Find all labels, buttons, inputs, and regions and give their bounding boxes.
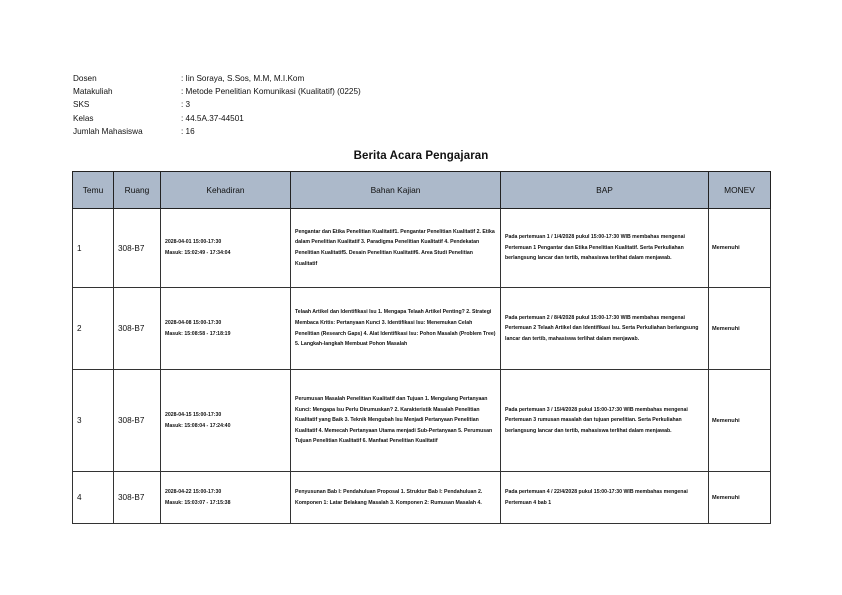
cell-ruang: 308-B7 [114,209,161,288]
col-header-bahan-kajian: Bahan Kajian [291,172,501,209]
kehadiran-schedule: 2028-04-15 15:00-17:30 [165,411,222,418]
col-header-kehadiran: Kehadiran [161,172,291,209]
cell-bap: Pada pertemuan 3 / 15/4/2028 pukul 15:00-17:30 WIB membahas mengenai Pertemuan 3 rumusan masalah dan tujuan penelitian. Serta Perkuliahan berlangsung lancar dan tertib, mahasiswa terlihat dalam menjawab. [501,370,709,472]
teaching-record-table [72,171,771,524]
table-row [73,288,771,370]
cell-kehadiran [161,370,291,472]
info-label: Matakuliah [73,87,113,97]
cell-temu: 2 [73,288,114,370]
cell-temu: 3 [73,370,114,472]
cell-bahan-kajian: Telaah Artikel dan Identifikasi Isu 1. Mengapa Telaah Artikel Penting? 2. Strategi Membaca Kritis: Pertanyaan Kunci 3. Identifikasi Isu: Menemukan Celah Penelitian (Research Gaps) 4. Alat Identifikasi Isu: Pohon Masalah (Problem Tree) 5. Langkah-langkah Membuat Pohon Masalah [291,288,501,370]
table-header-row [73,172,771,209]
table-row [73,472,771,524]
cell-bahan-kajian: Perumusan Masalah Penelitian Kualitatif dan Tujuan 1. Mengulang Pertanyaan Kunci: Mengapa Isu Perlu Dirumuskan? 2. Karakteristik Masalah Penelitian Kualitatif yang Baik 3. Teknik Mengubah Isu Menjadi Pertanyaan Penelitian Kualitatif 4. Memecah Pertanyaan Utama menjadi Sub-Pertanyaan 5. Perumusan Tujuan Penelitian Kualitatif 6. Manfaat Penelitian Kualitatif [291,370,501,472]
info-value: : Iin Soraya, S.Sos, M.M, M.I.Kom [181,74,305,83]
cell-temu: 4 [73,472,114,524]
table-row [73,209,771,288]
cell-bap: Pada pertemuan 1 / 1/4/2028 pukul 15:00-17:30 WIB membahas mengenai Pertemuan 1 Pengantar dan Etika Penelitian Kualitatif. Serta Perkuliahan berlangsung lancar dan tertib, mahasiswa terlihat dalam menjawab. [501,209,709,288]
cell-ruang: 308-B7 [114,472,161,524]
info-row [73,98,361,111]
col-header-temu: Temu [73,172,114,209]
cell-monev: Memenuhi [709,288,771,370]
info-value: : 44.5A.37-44501 [181,113,244,123]
cell-bahan-kajian: Pengantar dan Etika Penelitian Kualitatif1. Pengantar Penelitian Kualitatif 2. Etika dalam Penelitian Kualitatif 3. Paradigma Penelitian Kualitatif 4. Pendekatan Penelitian Kualitatif5. Desain Penelitian Kualitatif6. Area Studi Penelitian Kualitatif [291,209,501,288]
col-header-bap: BAP [501,172,709,209]
cell-ruang: 308-B7 [114,370,161,472]
info-value: : Metode Penelitian Komunikasi (Kualitatif) (0225) [181,87,361,97]
col-header-ruang: Ruang [114,172,161,209]
info-label: SKS [73,100,90,110]
kehadiran-checkin: Masuk: 15:02:49 - 17:34:04 [165,250,231,256]
cell-bap: Pada pertemuan 4 / 22/4/2028 pukul 15:00-17:30 WIB membahas mengenai Pertemuan 4 bab 1 [501,472,709,524]
info-label: Kelas [73,113,94,123]
info-value: : 3 [181,100,191,110]
kehadiran-checkin: Masuk: 15:08:04 - 17:24:40 [165,422,231,429]
kehadiran-schedule: 2028-04-01 15:00-17:30 [165,239,222,245]
kehadiran-schedule: 2028-04-22 15:00-17:30 [165,488,222,495]
info-value: : 16 [181,126,195,136]
info-label: Dosen [73,74,97,83]
cell-kehadiran [161,288,291,370]
cell-ruang: 308-B7 [114,288,161,370]
cell-bahan-kajian: Penyusunan Bab I: Pendahuluan Proposal 1. Struktur Bab I: Pendahuluan 2. Komponen 1: Latar Belakang Masalah 3. Komponen 2: Rumusan Masalah 4. [291,472,501,524]
info-row [73,125,361,138]
cell-monev: Memenuhi [709,472,771,524]
cell-kehadiran [161,209,291,288]
info-row [73,72,361,85]
cell-temu: 1 [73,209,114,288]
kehadiran-schedule: 2028-04-08 15:00-17:30 [165,319,222,326]
info-row [73,112,361,125]
kehadiran-checkin: Masuk: 15:08:58 - 17:18:19 [165,330,231,337]
info-label: Jumlah Mahasiswa [73,126,143,136]
cell-kehadiran [161,472,291,524]
col-header-monev: MONEV [709,172,771,209]
table-row [73,370,771,472]
kehadiran-checkin: Masuk: 15:03:07 - 17:15:38 [165,499,231,506]
page-title: Berita Acara Pengajaran [353,150,489,162]
cell-bap: Pada pertemuan 2 / 8/4/2028 pukul 15:00-17:30 WIB membahas mengenai Pertemuan 2 Telaah Artikel dan Identifikasi Isu. Serta Perkuliahan berlangsung lancar dan tertib, mahasiswa terlihat dalam menjawab. [501,288,709,370]
course-info [73,72,361,138]
cell-monev: Memenuhi [709,370,771,472]
cell-monev: Memenuhi [709,209,771,288]
info-row [73,85,361,98]
